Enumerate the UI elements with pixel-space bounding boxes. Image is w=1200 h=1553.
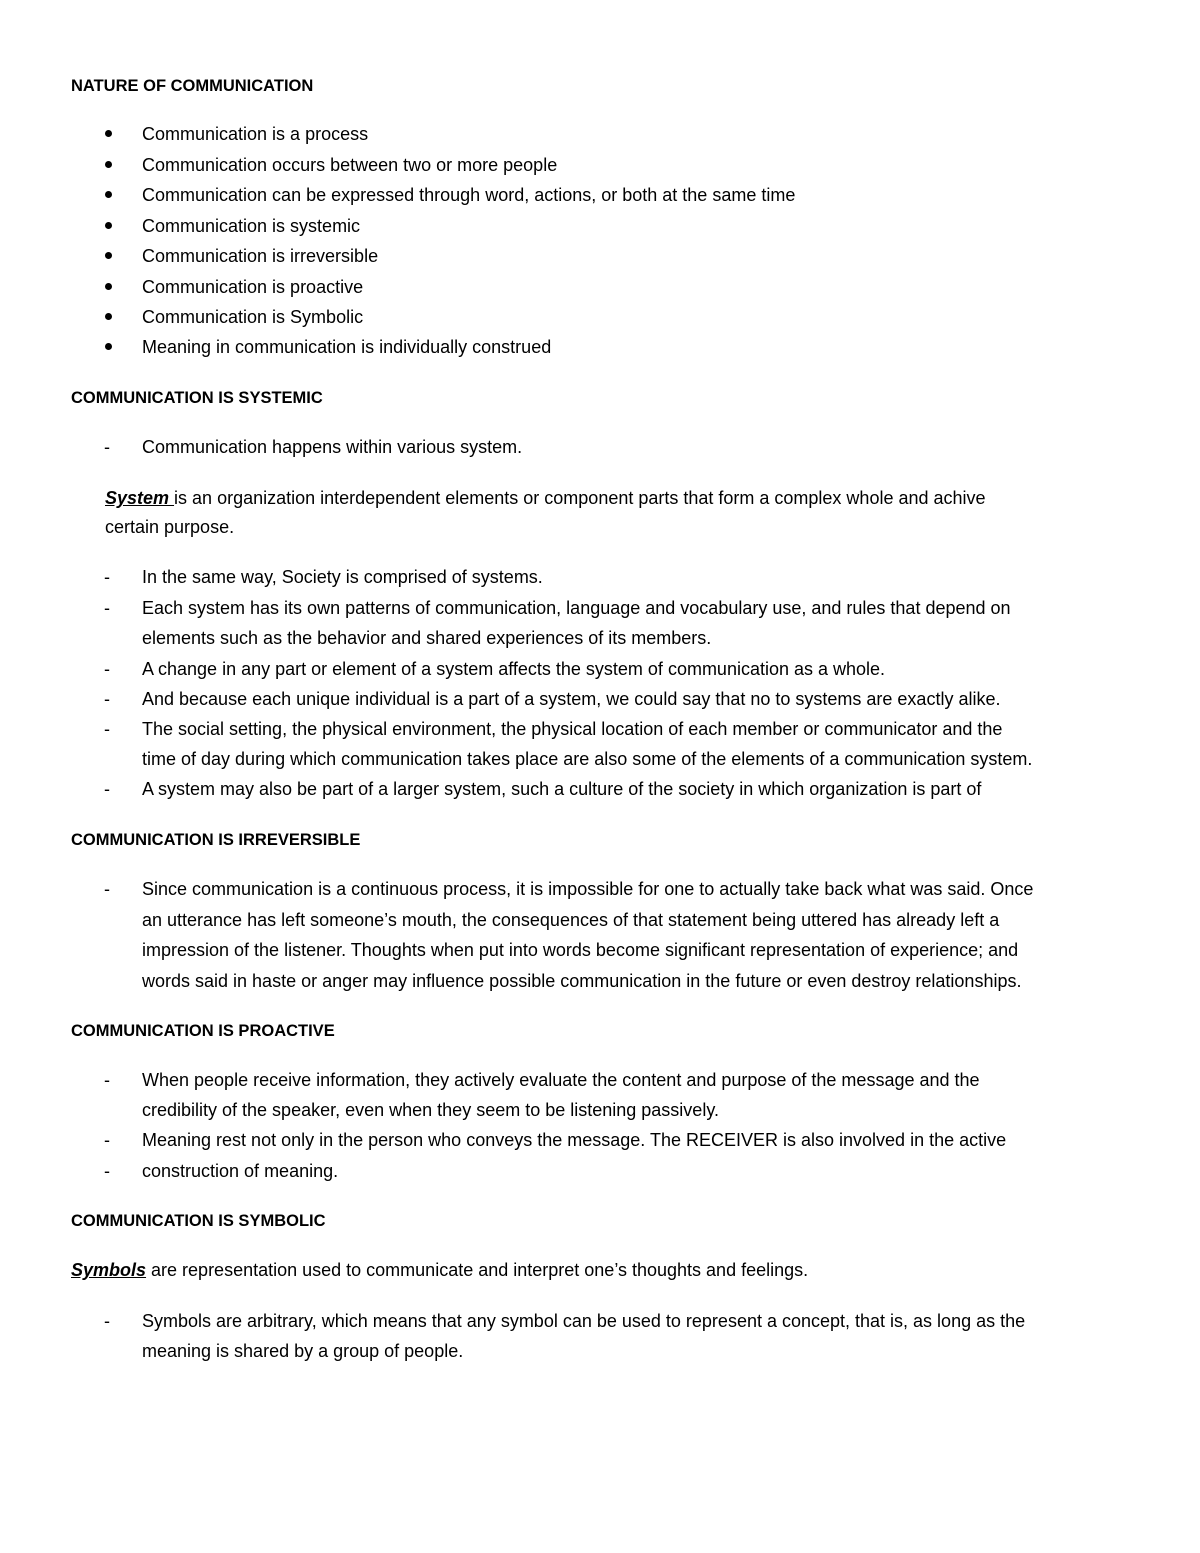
dash-marker: -	[104, 879, 110, 899]
paragraph-line: Since communication is a continuous process, it is impossible for one to actually take back what was said. Once	[142, 879, 1034, 899]
heading-nature-of-communication: NATURE OF COMMUNICATION	[71, 77, 314, 95]
list-item: Communication is Symbolic	[142, 307, 364, 327]
definition-paragraph-line: certain purpose.	[105, 517, 235, 537]
list-item: Communication is a process	[142, 124, 369, 144]
list-item: Meaning in communication is individually construed	[142, 337, 552, 357]
list-item: The social setting, the physical environment, the physical location of each member or communicator and the	[142, 719, 1003, 739]
bullet-icon	[105, 313, 112, 320]
heading-communication-is-symbolic: COMMUNICATION IS SYMBOLIC	[71, 1212, 326, 1230]
bullet-icon	[105, 343, 112, 350]
list-item: A system may also be part of a larger system, such a culture of the society in which organization is part of	[142, 779, 982, 799]
dash-marker: -	[104, 719, 110, 739]
list-item: Communication occurs between two or more people	[142, 155, 558, 175]
heading-communication-is-proactive: COMMUNICATION IS PROACTIVE	[71, 1022, 335, 1040]
bullet-icon	[105, 130, 112, 137]
list-item: Each system has its own patterns of communication, language and vocabulary use, and rules that depend on	[142, 598, 1011, 618]
list-item: And because each unique individual is a part of a system, we could say that no to systems are exactly alike.	[142, 689, 1001, 709]
list-item-continuation: meaning is shared by a group of people.	[142, 1341, 464, 1361]
paragraph-line: words said in haste or anger may influence possible communication in the future or even destroy relationships.	[142, 971, 1022, 991]
bullet-icon	[105, 161, 112, 168]
dash-marker: -	[104, 1161, 110, 1181]
bullet-icon	[105, 283, 112, 290]
list-item: Communication is proactive	[142, 277, 364, 297]
paragraph-line: impression of the listener. Thoughts when put into words become significant representation of experience; and	[142, 940, 1019, 960]
list-item: Symbols are arbitrary, which means that any symbol can be used to represent a concept, that is, as long as the	[142, 1311, 1026, 1331]
list-item: In the same way, Society is comprised of systems.	[142, 567, 543, 587]
dash-marker: -	[104, 689, 110, 709]
list-item-continuation: credibility of the speaker, even when they seem to be listening passively.	[142, 1100, 719, 1120]
dash-marker: -	[104, 567, 110, 587]
paragraph-line: an utterance has left someone’s mouth, the consequences of that statement being uttered has already left a	[142, 910, 1000, 930]
list-item-continuation: elements such as the behavior and shared experiences of its members.	[142, 628, 712, 648]
definition-text: are representation used to communicate and interpret one’s thoughts and feelings.	[146, 1260, 809, 1280]
list-item: Communication happens within various system.	[142, 437, 523, 457]
bullet-icon	[105, 191, 112, 198]
dash-marker: -	[104, 1311, 110, 1331]
definition-text: is an organization interdependent elements or component parts that form a complex whole and achive	[174, 488, 986, 508]
dash-marker: -	[104, 659, 110, 679]
dash-marker: -	[104, 779, 110, 799]
list-item: construction of meaning.	[142, 1161, 339, 1181]
definition-term: System	[105, 488, 175, 508]
dash-marker: -	[104, 1130, 110, 1150]
list-item: Communication is irreversible	[142, 246, 379, 266]
heading-communication-is-irreversible: COMMUNICATION IS IRREVERSIBLE	[71, 831, 361, 849]
dash-marker: -	[104, 1070, 110, 1090]
list-item-continuation: time of day during which communication takes place are also some of the elements of a communication system.	[142, 749, 1033, 769]
list-item: A change in any part or element of a system affects the system of communication as a whole.	[142, 659, 886, 679]
definition-paragraph	[105, 487, 986, 509]
definition-term: Symbols	[71, 1260, 147, 1280]
list-item: Communication is systemic	[142, 216, 361, 236]
list-item: Communication can be expressed through word, actions, or both at the same time	[142, 185, 796, 205]
list-item: Meaning rest not only in the person who conveys the message. The RECEIVER is also involved in the active	[142, 1130, 1007, 1150]
bullet-icon	[105, 222, 112, 229]
definition-paragraph	[71, 1259, 808, 1281]
dash-marker: -	[104, 598, 110, 618]
list-item: When people receive information, they actively evaluate the content and purpose of the message and the	[142, 1070, 980, 1090]
dash-marker: -	[104, 437, 110, 457]
bullet-icon	[105, 252, 112, 259]
heading-communication-is-systemic: COMMUNICATION IS SYSTEMIC	[71, 389, 323, 407]
